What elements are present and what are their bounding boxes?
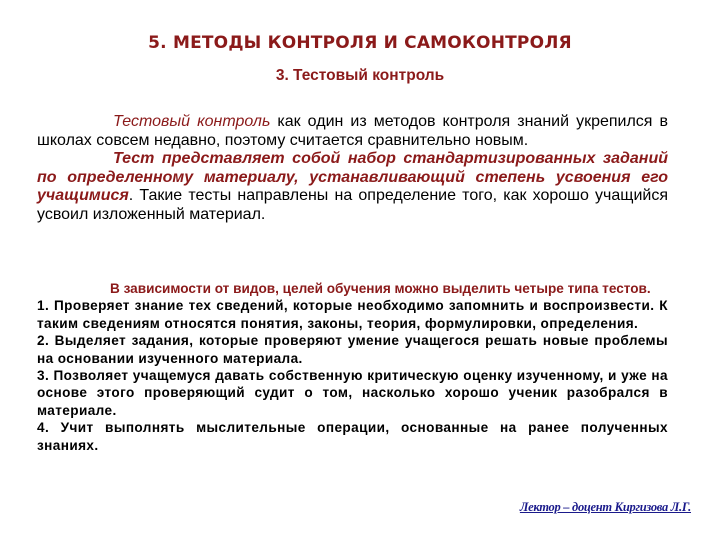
slide-title: 5. МЕТОДЫ КОНТРОЛЯ И САМОКОНТРОЛЯ <box>148 33 572 53</box>
test-types-list <box>37 280 668 454</box>
test-type-item-4: 4. Учит выполнять мыслительные операции, основанные на ранее полученных знаниях. <box>37 420 668 453</box>
test-definition: Тест представляет собой набор стандартизированных заданий по определенному материалу, устанавливающий степень усвоения его учащимися <box>37 150 668 204</box>
test-type-item-3: 3. Позволяет учащемуся давать собственную критическую оценку изученному, и уже на основе этого проверяющий судит о том, насколько хорошо ученик разобрался в материале. <box>37 368 668 418</box>
section-subtitle: 3. Тестовый контроль <box>275 67 445 84</box>
intro-paragraph-1 <box>37 113 668 150</box>
test-type-item-1: 1. Проверяет знание тех сведений, которые необходимо запомнить и воспроизвести. К таким сведениям относятся понятия, законы, теория, формулировки, определения. <box>37 298 668 331</box>
intro-paragraph-1-rest: как один из методов контроля знаний укрепился в школах совсем недавно, поэтому считается сравнительно новым. <box>37 113 669 149</box>
test-type-item-2: 2. Выделяет задания, которые проверяют умение учащегося решать новые проблемы на основании изученного материала. <box>37 333 668 366</box>
lecturer-signature: Лектор – доцент Киргизова Л.Г. <box>519 500 691 514</box>
intro-text <box>37 113 668 224</box>
intro-paragraph-2-rest: . Такие тесты направлены на определение того, как хорошо учащийся усвоил изложенный материал. <box>37 187 668 223</box>
term-test-control: Тестовый контроль <box>113 113 271 130</box>
test-types-lead: В зависимости от видов, целей обучения можно выделить четыре типа тестов. <box>110 281 651 296</box>
intro-paragraph-2 <box>37 150 668 224</box>
